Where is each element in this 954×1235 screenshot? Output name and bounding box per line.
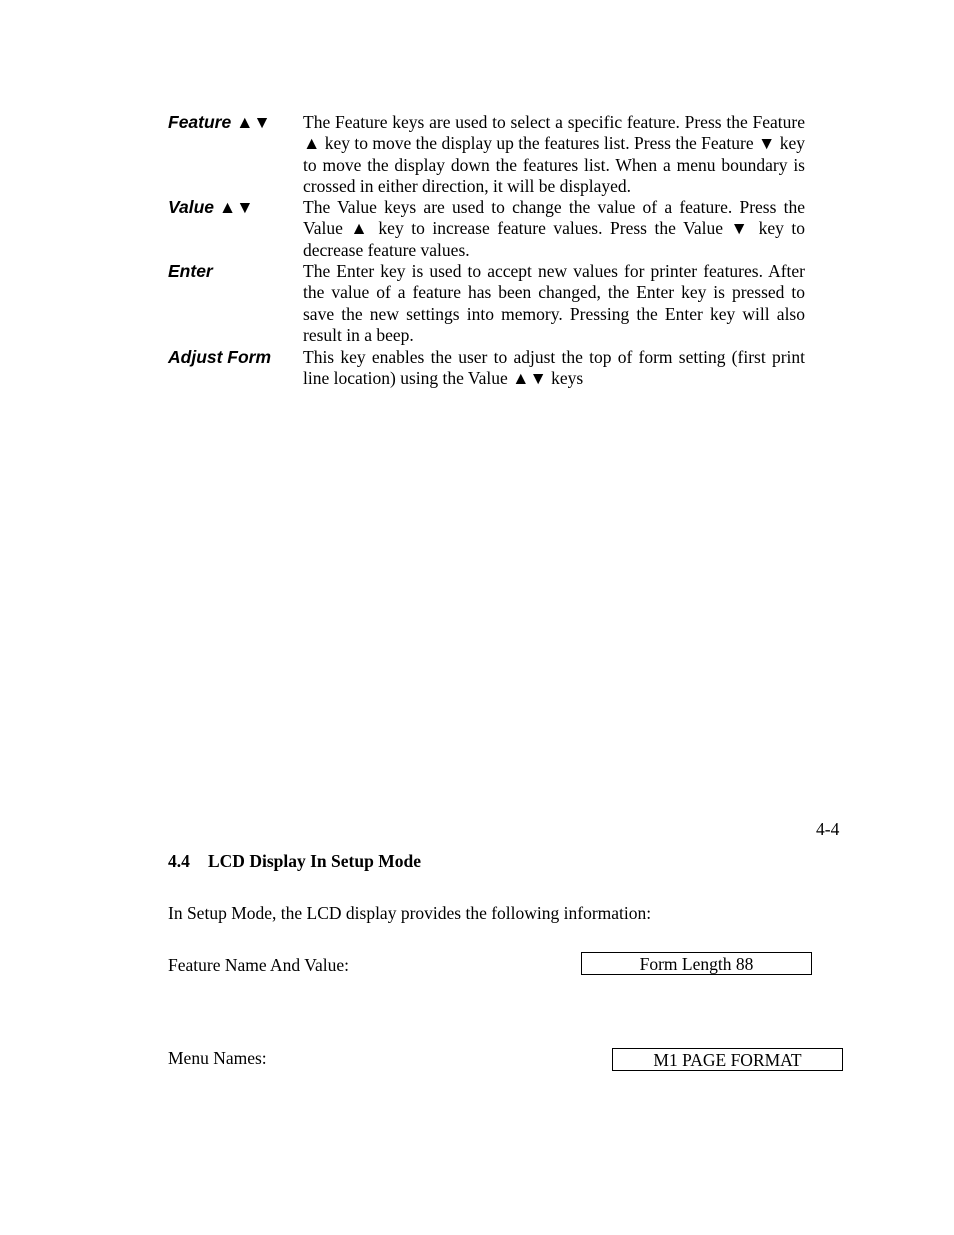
intro-paragraph: In Setup Mode, the LCD display provides the following information:	[168, 903, 652, 923]
term-value: Value ▲▼	[168, 197, 254, 217]
page-number: 4-4	[816, 819, 840, 839]
lcd-display-menu: M1 PAGE FORMAT	[612, 1048, 843, 1071]
desc-adjust-form: This key enables the user to adjust the top of form setting (first print line location) using the Value ▲▼ keys	[303, 347, 805, 389]
section-title: LCD Display In Setup Mode	[208, 851, 421, 871]
desc-enter: The Enter key is used to accept new values for printer features. After the value of a feature has been changed, the Enter key is pressed to save the new settings into memory. Pressing the Enter key will also result in a beep.	[303, 261, 805, 345]
term-adjust-form: Adjust Form	[168, 347, 272, 367]
term-feature: Feature ▲▼	[168, 112, 271, 132]
desc-feature: The Feature keys are used to select a specific feature. Press the Feature ▲ key to move the display up the features list. Press the Feature ▼ key to move the display down the features list. When a menu boundary is crossed in either direction, it will be displayed.	[303, 112, 805, 196]
lcd-display-feature: Form Length 88	[581, 952, 812, 975]
term-enter: Enter	[168, 261, 213, 281]
feature-name-label: Feature Name And Value:	[168, 955, 349, 975]
section-number: 4.4	[168, 851, 190, 871]
menu-names-label: Menu Names:	[168, 1048, 267, 1068]
desc-value: The Value keys are used to change the value of a feature. Press the Value ▲ key to increase feature values. Press the Value ▼ key to decrease feature values.	[303, 197, 805, 260]
